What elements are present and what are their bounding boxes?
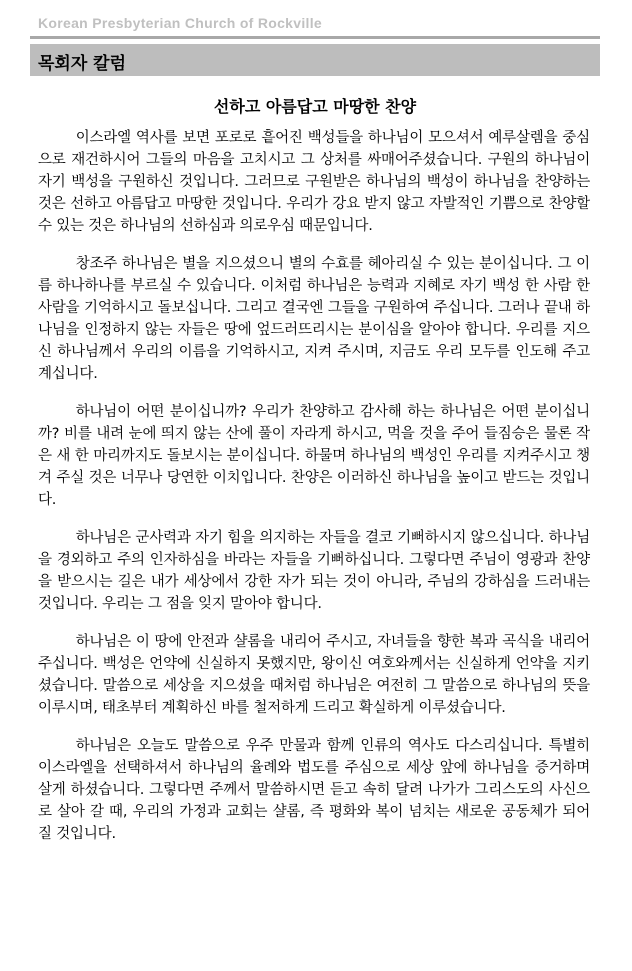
article-paragraph: 이스라엘 역사를 보면 포로로 흩어진 백성들을 하나님이 모으셔서 예루살렘을 중심으로 재건하시어 그들의 마음을 고치시고 그 상처를 싸매어주셨습니다. 구원의 하나님이 자기 백성을 구원하신 것입니다. 그러므로 구원받은 하나님의 백성이 하나님을 찬양하는 것은 선하고 아름답고 마땅한 것입니다. 우리가 강요 받지 않고 자발적인 기쁨으로 찬양할 수 있는 것은 하나님의 선하심과 의로우심 때문입니다. xyxy=(38,130,590,234)
article-paragraph: 하나님은 이 땅에 안전과 샬롬을 내리어 주시고, 자녀들을 향한 복과 곡식을 내리어 주십니다. 백성은 언약에 신실하지 못했지만, 왕이신 여호와께서는 신실하게 언약을 지키셨습니다. 말씀으로 세상을 지으셨을 때처럼 하나님은 여전히 그 말씀으로 하나님의 뜻을 이루시며, 태초부터 계획하신 바를 철저하게 드리고 확실하게 이루셨습니다. xyxy=(38,634,590,716)
article-paragraph: 하나님은 오늘도 말씀으로 우주 만물과 함께 인류의 역사도 다스리십니다. 특별히 이스라엘을 선택하셔서 하나님의 율례와 법도를 주심으로 세상 앞에 하나님을 증거하며 살게 하셨습니다. 그렇다면 주께서 말씀하시면 듣고 속히 달려 나가가 그리스도의 사신으로 살아 갈 때, 우리의 가정과 교회는 샬롬, 즉 평화와 복이 넘치는 새로운 공동체가 되어 질 것입니다. xyxy=(38,738,590,842)
article-paragraph: 창조주 하나님은 별을 지으셨으니 별의 수효를 헤아리실 수 있는 분이십니다. 그 이름 하나하나를 부르실 수 있습니다. 이처럼 하나님은 능력과 지혜로 자기 백성 한 사람 한 사람을 기억하시고 돌보십니다. 그리고 결국엔 그들을 구원하여 주십니다. 그러나 끝내 하나님을 인정하지 않는 자들은 땅에 엎드러뜨리시는 분이심을 알아야 합니다. 우리를 지으신 하나님께서 우리의 이름을 기억하시고, 지켜 주시며, 지금도 우리 모두를 인도해 주고 계십니다. xyxy=(38,256,590,382)
article-paragraph: 하나님이 어떤 분이십니까? 우리가 찬양하고 감사해 하는 하나님은 어떤 분이십니까? 비를 내려 눈에 띄지 않는 산에 풀이 자라게 하시고, 먹을 것을 주어 들짐승은 물론 작은 새 한 마리까지도 돌보시는 분이십니다. 하물며 하나님의 백성인 우리를 지켜주시고 챙겨 주실 것은 너무나 당연한 이치입니다. 찬양은 이러하신 하나님을 높이고 받드는 것입니다. xyxy=(38,404,590,508)
section-title: 목회자 칼럼 xyxy=(38,54,127,74)
article-title: 선하고 아름답고 마땅한 찬양 xyxy=(213,97,417,116)
article-body xyxy=(38,127,590,861)
header-divider xyxy=(30,36,600,39)
article-paragraph: 하나님은 군사력과 자기 힘을 의지하는 자들을 결코 기뻐하시지 않으십니다. 하나님을 경외하고 주의 인자하심을 바라는 자들을 기뻐하십니다. 그렇다면 주님이 영광과 찬양을 받으시는 길은 내가 세상에서 강한 자가 되는 것이 아니라, 주님의 강하심을 드러내는 것입니다. 우리는 그 점을 잊지 말아야 합니다. xyxy=(38,530,590,612)
church-name-header: Korean Presbyterian Church of Rockville xyxy=(38,15,323,31)
